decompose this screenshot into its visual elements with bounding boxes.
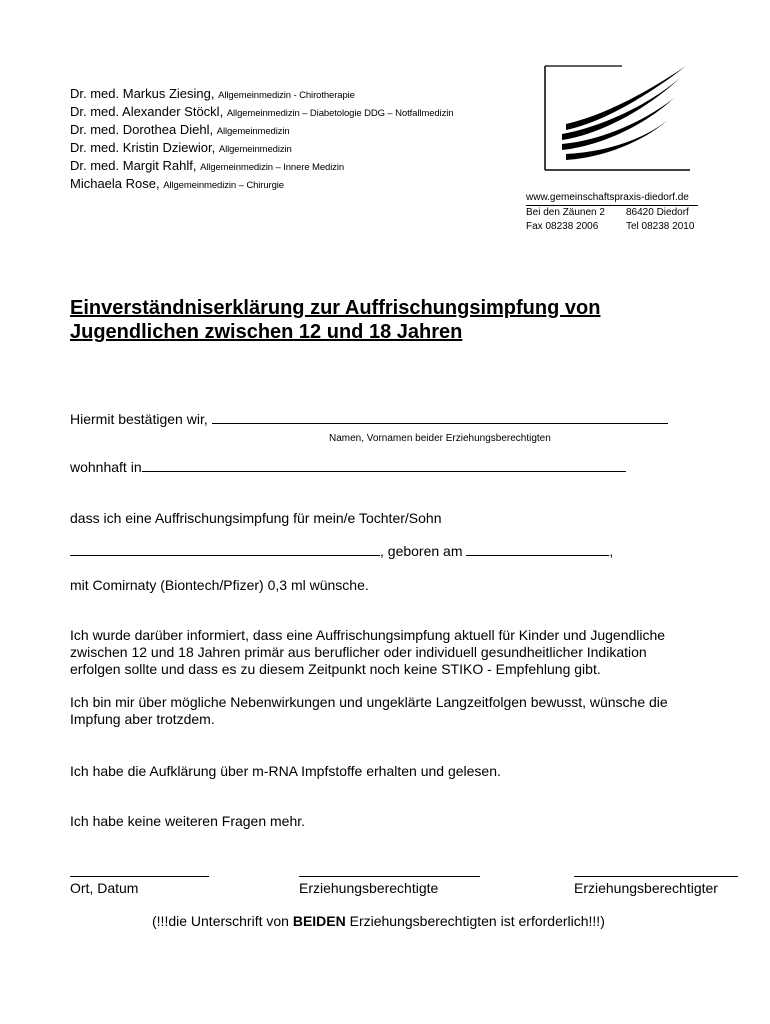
doctor-line: Dr. med. Dorothea Diehl, Allgemeinmedizin <box>70 122 290 137</box>
phone-row: Fax 08238 2006 Tel 08238 2010 <box>526 221 695 232</box>
document-title: Einverständniserklärung zur Auffrischungsimpfung von Jugendlichen zwischen 12 und 18 Jahren <box>70 297 601 343</box>
guardian-1-label: Erziehungsberechtigte <box>299 880 439 896</box>
doctor-line: Dr. med. Kristin Dziewior, Allgemeinmedizin <box>70 140 292 155</box>
child-name-field[interactable] <box>70 543 380 556</box>
child-row: , geboren am , <box>70 543 613 560</box>
place-date-label: Ort, Datum <box>70 880 139 896</box>
signature-note: (!!!die Unterschrift von BEIDEN Erziehungsberechtigten ist erforderlich!!!) <box>152 913 605 929</box>
residence-row: wohnhaft in <box>70 459 626 476</box>
names-caption: Namen, Vornamen beider Erziehungsberechtigten <box>329 433 551 444</box>
side-effects-paragraph: Ich bin mir über mögliche Nebenwirkungen und ungeklärte Langzeitfolgen bewusst, wünsche die Impfung aber trotzdem. <box>70 694 668 727</box>
confirm-row: Hiermit bestätigen wir, <box>70 411 668 428</box>
guardian-names-field[interactable] <box>212 411 668 424</box>
birthdate-field[interactable] <box>466 543 609 556</box>
info-paragraph: Ich wurde darüber informiert, dass eine Auffrischungsimpfung aktuell für Kinder und Jugendliche zwischen 12 und 18 Jahren primär aus beruflicher oder individuell gesundheitlicher Indikation erfolgen sollte und dass es zu diesem Zeitpunkt noch keine STIKO - Empfehlung gibt. <box>70 627 666 677</box>
practice-logo <box>540 62 700 174</box>
contact-block <box>526 191 716 234</box>
place-date-signature-line[interactable] <box>70 876 209 877</box>
doctor-line: Dr. med. Markus Ziesing, Allgemeinmedizin - Chirotherapie <box>70 86 355 101</box>
website-link[interactable]: www.gemeinschaftspraxis-diedorf.de <box>526 191 698 206</box>
vaccine-line: mit Comirnaty (Biontech/Pfizer) 0,3 ml wünsche. <box>70 577 369 593</box>
doctor-line: Michaela Rose, Allgemeinmedizin – Chirurgie <box>70 176 284 191</box>
doctor-line: Dr. med. Margit Rahlf, Allgemeinmedizin – Innere Medizin <box>70 158 345 173</box>
doctors-list <box>70 86 453 194</box>
guardian-2-label: Erziehungsberechtigter <box>574 880 718 896</box>
mrna-paragraph: Ich habe die Aufklärung über m-RNA Impfstoffe erhalten und gelesen. <box>70 763 501 779</box>
address-row: Bei den Zäunen 2 86420 Diedorf <box>526 207 689 218</box>
child-line: dass ich eine Auffrischungsimpfung für mein/e Tochter/Sohn <box>70 510 442 526</box>
guardian-2-signature-line[interactable] <box>574 876 738 877</box>
questions-paragraph: Ich habe keine weiteren Fragen mehr. <box>70 813 306 829</box>
residence-field[interactable] <box>142 459 626 472</box>
doctor-line: Dr. med. Alexander Stöckl, Allgemeinmedizin – Diabetologie DDG – Notfallmedizin <box>70 104 454 119</box>
guardian-1-signature-line[interactable] <box>299 876 480 877</box>
